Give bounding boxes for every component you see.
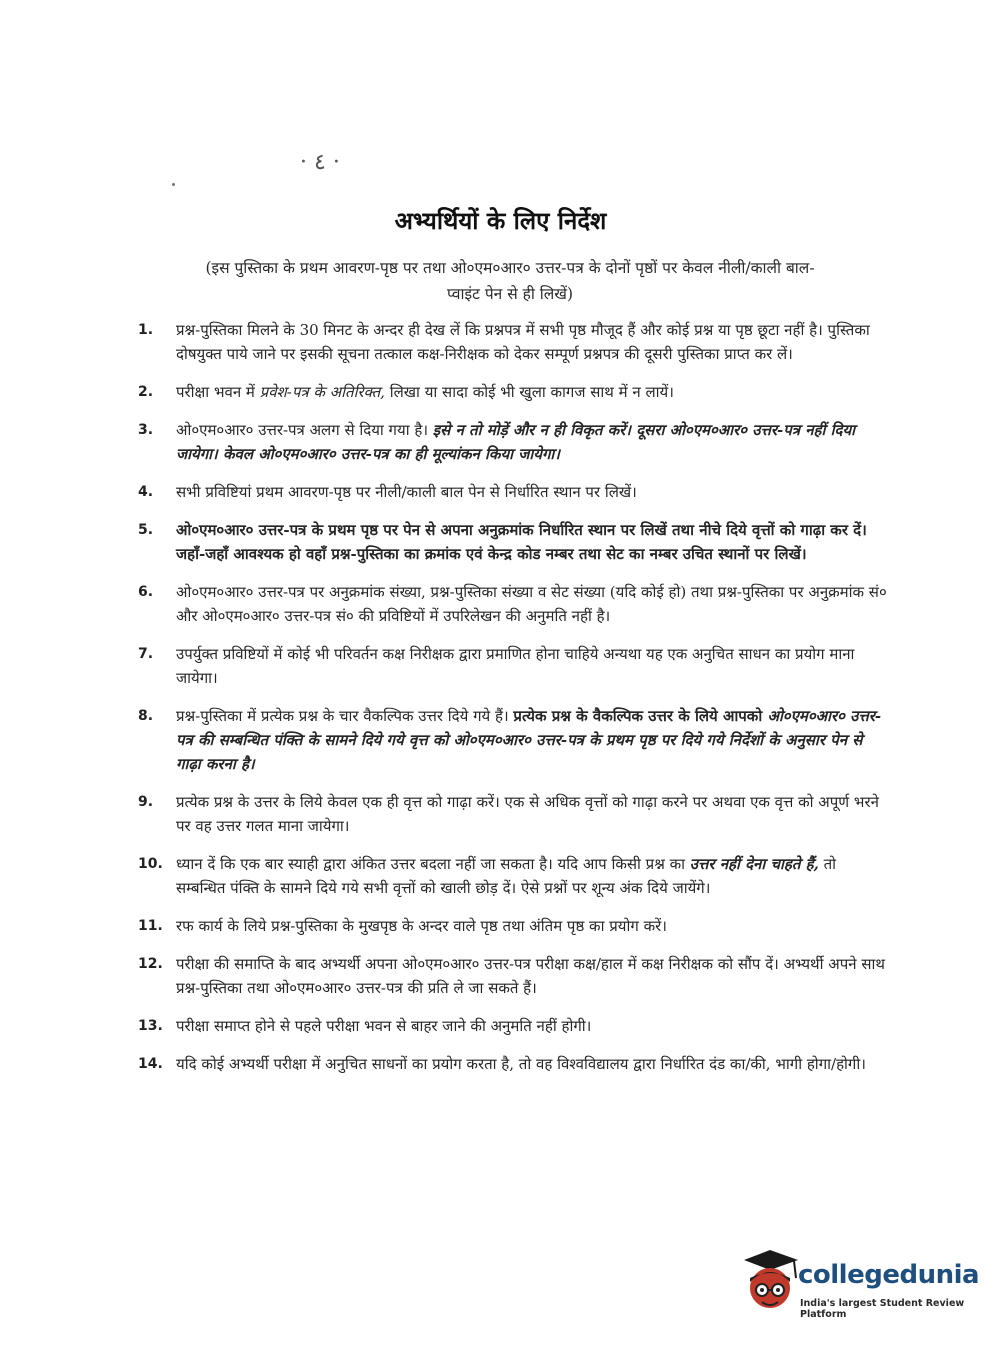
- instruction-number: 12.: [138, 956, 163, 972]
- brand-tagline: India's largest Student Review Platform: [800, 1298, 965, 1320]
- instruction-item: [138, 1052, 890, 1076]
- instruction-item: [138, 518, 890, 566]
- instruction-number: 14.: [138, 1056, 163, 1072]
- page-subtitle: (इस पुस्तिका के प्रथम आवरण-पृष्ठ पर तथा ओ०एम०आर० उत्तर-पत्र के दोनों पृष्ठों पर केवल नीली/काली बाल-प्वाइंट पेन से ही लिखें): [205, 259, 815, 303]
- instruction-number: 3.: [138, 422, 154, 438]
- instruction-number: 7.: [138, 646, 154, 662]
- instruction-item: [138, 580, 890, 628]
- brand-name: collegedunia: [798, 1260, 980, 1290]
- instruction-text: रफ कार्य के लिये प्रश्न-पुस्तिका के मुखपृष्ठ के अन्दर वाले पृष्ठ तथा अंतिम पृष्ठ का प्रयोग करें।: [176, 917, 667, 935]
- instruction-number: 9.: [138, 794, 154, 810]
- instruction-item: [138, 480, 890, 504]
- instruction-number: 2.: [138, 384, 154, 400]
- instruction-number: 8.: [138, 708, 154, 724]
- instruction-number: 11.: [138, 918, 163, 934]
- instructions-list: [138, 318, 890, 1090]
- instruction-item: [138, 952, 890, 1000]
- mascot-icon: [740, 1248, 802, 1320]
- instruction-item: [138, 704, 890, 776]
- instruction-number: 6.: [138, 584, 154, 600]
- instruction-item: [138, 914, 890, 938]
- instruction-text: ओ०एम०आर० उत्तर-पत्र अलग से दिया गया है। इसे न तो मोड़ें और न ही विकृत करें। दूसरा ओ०एम०आर० उत्तर-पत्र नहीं दिया जायेगा। केवल ओ०एम०आर० उत्तर-पत्र का ही मूल्यांकन किया जायेगा।: [176, 421, 856, 463]
- instruction-text: ओ०एम०आर० उत्तर-पत्र के प्रथम पृष्ठ पर पेन से अपना अनुक्रमांक निर्धारित स्थान पर लिखें तथा नीचे दिये वृत्तों को गाढ़ा कर दें। जहाँ-जहाँ आवश्यक हो वहाँ प्रश्न-पुस्तिका का क्रमांक एवं केन्द्र कोड नम्बर तथा सेट का नम्बर उचित स्थानों पर लिखें।: [176, 521, 867, 563]
- instruction-text: परीक्षा समाप्त होने से पहले परीक्षा भवन से बाहर जाने की अनुमति नहीं होगी।: [176, 1017, 592, 1035]
- instruction-number: 13.: [138, 1018, 163, 1034]
- instruction-item: [138, 380, 890, 404]
- instruction-number: 1.: [138, 322, 154, 338]
- instruction-item: [138, 642, 890, 690]
- instruction-text: परीक्षा भवन में प्रवेश-पत्र के अतिरिक्त, लिखा या सादा कोई भी खुला कागज साथ में न लायें।: [176, 383, 674, 401]
- instruction-number: 5.: [138, 522, 154, 538]
- page-title: अभ्यर्थियों के लिए निर्देश: [394, 206, 607, 235]
- instruction-item: [138, 790, 890, 838]
- instruction-text: प्रत्येक प्रश्न के उत्तर के लिये केवल एक ही वृत्त को गाढ़ा करें। एक से अधिक वृत्तों को गाढ़ा करने पर अथवा एक वृत्त को अपूर्ण भरने पर वह उत्तर गलत माना जायेगा।: [176, 793, 879, 835]
- instruction-number: 10.: [138, 856, 163, 872]
- scan-speck: [172, 183, 175, 186]
- handwritten-mark: · ٤ ·: [300, 150, 340, 175]
- instruction-text: ओ०एम०आर० उत्तर-पत्र पर अनुक्रमांक संख्या, प्रश्न-पुस्तिका संख्या व सेट संख्या (यदि कोई हो) तथा प्रश्न-पुस्तिका पर अनुक्रमांक सं० और ओ०एम०आर० उत्तर-पत्र सं० की प्रविष्टियों में उपरिलेखन की अनुमति नहीं है।: [176, 583, 887, 625]
- instruction-item: [138, 1014, 890, 1038]
- collegedunia-logo: [740, 1248, 980, 1320]
- instruction-text: उपर्युक्त प्रविष्टियों में कोई भी परिवर्तन कक्ष निरीक्षक द्वारा प्रमाणित होना चाहिये अन्यथा यह एक अनुचित साधन का प्रयोग माना जायेगा।: [176, 645, 855, 687]
- instruction-item: [138, 852, 890, 900]
- instruction-text: परीक्षा की समाप्ति के बाद अभ्यर्थी अपना ओ०एम०आर० उत्तर-पत्र परीक्षा कक्ष/हाल में कक्ष निरीक्षक को सौंप दें। अभ्यर्थी अपने साथ प्रश्न-पुस्तिका तथा ओ०एम०आर० उत्तर-पत्र की प्रति ले जा सकते हैं।: [176, 955, 885, 997]
- instruction-text: प्रश्न-पुस्तिका में प्रत्येक प्रश्न के चार वैकल्पिक उत्तर दिये गये हैं। प्रत्येक प्रश्न के वैकल्पिक उत्तर के लिये आपको ओ०एम०आर० उत्तर-पत्र की सम्बन्धित पंक्ति के सामने दिये गये वृत्त को ओ०एम०आर० उत्तर-पत्र के प्रथम पृष्ठ पर दिये गये निर्देशों के अनुसार पेन से गाढ़ा करना है।: [176, 707, 882, 773]
- instruction-text: ध्यान दें कि एक बार स्याही द्वारा अंकित उत्तर बदला नहीं जा सकता है। यदि आप किसी प्रश्न का उत्तर नहीं देना चाहते हैं, तो सम्बन्धित पंक्ति के सामने दिये गये सभी वृत्तों को खाली छोड़ दें। ऐसे प्रश्नों पर शून्य अंक दिये जायेंगे।: [176, 855, 837, 897]
- instruction-item: [138, 318, 890, 366]
- instruction-item: [138, 418, 890, 466]
- instruction-text: सभी प्रविष्टियां प्रथम आवरण-पृष्ठ पर नीली/काली बाल पेन से निर्धारित स्थान पर लिखें।: [176, 483, 637, 501]
- instruction-number: 4.: [138, 484, 154, 500]
- instruction-text: यदि कोई अभ्यर्थी परीक्षा में अनुचित साधनों का प्रयोग करता है, तो वह विश्वविद्यालय द्वारा निर्धारित दंड का/की, भागी होगा/होगी।: [176, 1055, 866, 1073]
- instruction-text: प्रश्न-पुस्तिका मिलने के 30 मिनट के अन्दर ही देख लें कि प्रश्नपत्र में सभी पृष्ठ मौजूद हैं और कोई प्रश्न या पृष्ठ छूटा नहीं है। पुस्तिका दोषयुक्त पाये जाने पर इसकी सूचना तत्काल कक्ष-निरीक्षक को देकर सम्पूर्ण प्रश्नपत्र की दूसरी पुस्तिका प्राप्त कर लें।: [176, 321, 870, 363]
